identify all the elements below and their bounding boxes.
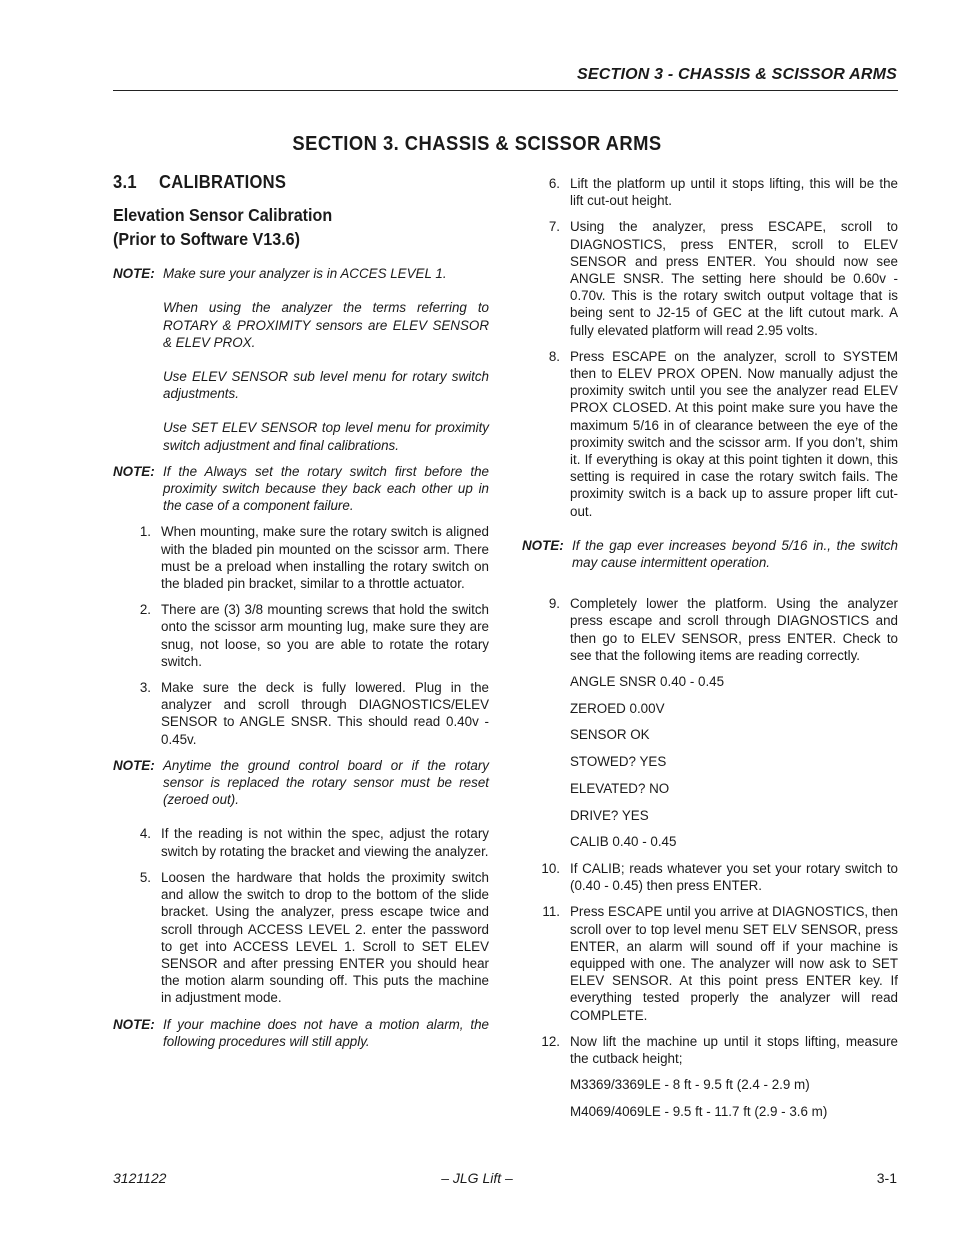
step-number: 9. <box>548 596 560 612</box>
reading-value: CALIB 0.40 - 0.45 <box>570 834 677 850</box>
section-number: 3.1 <box>113 172 137 192</box>
section-heading <box>113 174 459 191</box>
note-text: Anytime the ground control board or if the rotary sensor is replaced the rotary sensor must be reset (zeroed out). <box>163 757 489 808</box>
step-text: If the reading is not within the spec, adjust the rotary switch by rotating the bracket and viewing the analyzer. <box>161 826 489 859</box>
step-number: 6. <box>548 176 560 191</box>
note-rotary-first <box>113 463 489 515</box>
step-number: 7. <box>548 219 560 235</box>
step-item <box>113 523 489 592</box>
step-number: 5. <box>139 869 151 885</box>
step-number: 4. <box>139 826 151 842</box>
note-paragraph: Make sure your analyzer is in ACCES LEVEL 1. <box>163 266 447 282</box>
note-text: If your machine does not have a motion alarm, the following procedures will still apply. <box>163 1016 489 1049</box>
height-value: M4069/4069LE - 9.5 ft - 11.7 ft (2.9 - 3.6 m) <box>570 1103 828 1119</box>
step-number: 1. <box>139 524 151 540</box>
section-title: CALIBRATIONS <box>159 172 287 192</box>
step-text: Loosen the hardware that holds the proximity switch and allow the switch to drop to the bottom of the slide bracket. Using the analyzer, press escape twice and scroll through ACCESS LEVEL 2. enter the password to get into ACCESS LEVEL 1. Scroll to SET ELEV SENSOR and after pressing ENTER you should hear the motion alarm sounding off. This puts the machine in adjustment mode. <box>161 869 489 1006</box>
reading-value: STOWED? YES <box>570 754 667 770</box>
height-value: M3369/3369LE - 8 ft - 9.5 ft (2.4 - 2.9 m) <box>570 1077 810 1093</box>
step-text: Using the analyzer, press ESCAPE, scroll to DIAGNOSTICS, press ENTER, scroll to ELEV SENSOR and press ENTER. You should now see ANGLE SNSR. The setting here should be 0.60v - 0.70v. This is the rotary switch output voltage that is being sent to J2-15 of GEC at the lift cutout mark. A fully elevated platform will read 2.95 volts. <box>570 219 898 338</box>
note-text: If the Always set the rotary switch first before the proximity switch because they back each other up in the case of a component failure. <box>163 463 489 514</box>
footer-publisher: – JLG Lift – <box>441 1170 513 1186</box>
footer-page-number: 3-1 <box>876 1170 897 1186</box>
note-reset-sensor <box>113 757 489 809</box>
note-motion-alarm <box>113 1016 489 1050</box>
note-label: NOTE: <box>113 266 155 282</box>
reading-value: ANGLE SNSR 0.40 - 0.45 <box>570 674 725 690</box>
note-gap-warning <box>522 537 898 571</box>
subsection-title-line2: (Prior to Software V13.6) <box>113 229 300 250</box>
reading-value: SENSOR OK <box>570 727 650 743</box>
reading-value: DRIVE? YES <box>570 807 649 823</box>
step-number: 3. <box>139 680 151 696</box>
step-item <box>522 860 898 894</box>
step-number: 10. <box>541 861 560 876</box>
note-label: NOTE: <box>113 463 155 479</box>
step-item <box>113 869 489 1007</box>
note-text: If the gap ever increases beyond 5/16 in., the switch may cause intermittent operation. <box>572 537 898 571</box>
note-paragraph: Use SET ELEV SENSOR top level menu for proximity switch adjustment and final calibrations. <box>163 420 489 453</box>
step-item <box>113 679 489 748</box>
note-paragraph: Use ELEV SENSOR sub level menu for rotary switch adjustments. <box>163 369 489 402</box>
note-analyzer-level <box>113 265 489 454</box>
note-label: NOTE: <box>522 537 564 553</box>
step-number: 8. <box>548 348 560 364</box>
step-item <box>522 595 898 664</box>
step-text: When mounting, make sure the rotary switch is aligned with the bladed pin mounted on the scissor arm. There must be a preload when installing the rotary switch on the bladed pin bracket, similar to a throttle actuator. <box>161 524 489 592</box>
header-divider <box>113 90 898 91</box>
step-text: Press ESCAPE until you arrive at DIAGNOSTICS, then scroll over to top level menu SET ELV SENSOR, press ENTER, an alarm will sound off if your machine is equipped with one. The analyzer will now ask to SET ELEV SENSOR. At this point press ENTER key. If everything tested properly the analyzer will read COMPLETE. <box>570 904 898 1023</box>
reading-value: ELEVATED? NO <box>570 780 670 796</box>
step-number: 2. <box>139 602 151 618</box>
step-text: Press ESCAPE on the analyzer, scroll to SYSTEM then to ELEV PROX OPEN. Now manually adjust the proximity switch until you see the analyzer read ELEV PROX CLOSED. At this point make sure you have the maximum 5/16 in of clearance between the eye of the proximity switch and the scissor arm. If you don’t, shim it. If everything is okay at this point tighten it down, this setting is required in case the rotary switch fails. The proximity switch is a back up to assure proper lift cut-out. <box>570 348 898 519</box>
left-column <box>113 170 489 1067</box>
step-text: Completely lower the platform. Using the analyzer press escape and scroll through DIAGNOSTICS and then go to ELEV SENSOR, press ENTER. Check to see that the following items are reading correctly. <box>570 596 898 663</box>
step-item <box>522 348 898 520</box>
step-text: Lift the platform up until it stops lifting, this will be the lift cut-out height. <box>570 176 898 209</box>
step-text: There are (3) 3/8 mounting screws that hold the switch onto the scissor arm mounting lug, make sure they are snug, not loose, so you are able to rotate the rotary switch. <box>161 602 489 669</box>
step-text: Make sure the deck is fully lowered. Plug in the analyzer and scroll through DIAGNOSTICS/ELEV SENSOR to ANGLE SNSR. This should read 0.40v - 0.45v. <box>161 680 489 747</box>
step-number: 11. <box>542 904 560 920</box>
step-text: Now lift the machine up until it stops lifting, measure the cutback height; <box>570 1033 898 1067</box>
step-item <box>113 825 489 859</box>
subsection-title-line1: Elevation Sensor Calibration <box>113 205 333 226</box>
step-number: 12. <box>541 1033 560 1049</box>
note-paragraph: When using the analyzer the terms referring to ROTARY & PROXIMITY sensors are ELEV SENSOR & ELEV PROX. <box>163 300 489 350</box>
step-item <box>522 218 898 338</box>
subsection-heading <box>113 203 459 251</box>
step-item <box>522 903 898 1023</box>
reading-value: ZEROED 0.00V <box>570 700 665 716</box>
step-item <box>522 175 898 209</box>
note-label: NOTE: <box>113 757 155 773</box>
page-title: SECTION 3. CHASSIS & SCISSOR ARMS <box>292 133 662 155</box>
running-header: SECTION 3 - CHASSIS & SCISSOR ARMS <box>576 66 897 83</box>
footer-doc-number: 3121122 <box>113 1170 167 1186</box>
step-item <box>522 1033 898 1067</box>
note-label: NOTE: <box>113 1016 155 1032</box>
right-column <box>522 175 898 1130</box>
step-text: If CALIB; reads whatever you set your rotary switch to (0.40 - 0.45) then press ENTER. <box>570 861 898 894</box>
step-item <box>113 601 489 670</box>
